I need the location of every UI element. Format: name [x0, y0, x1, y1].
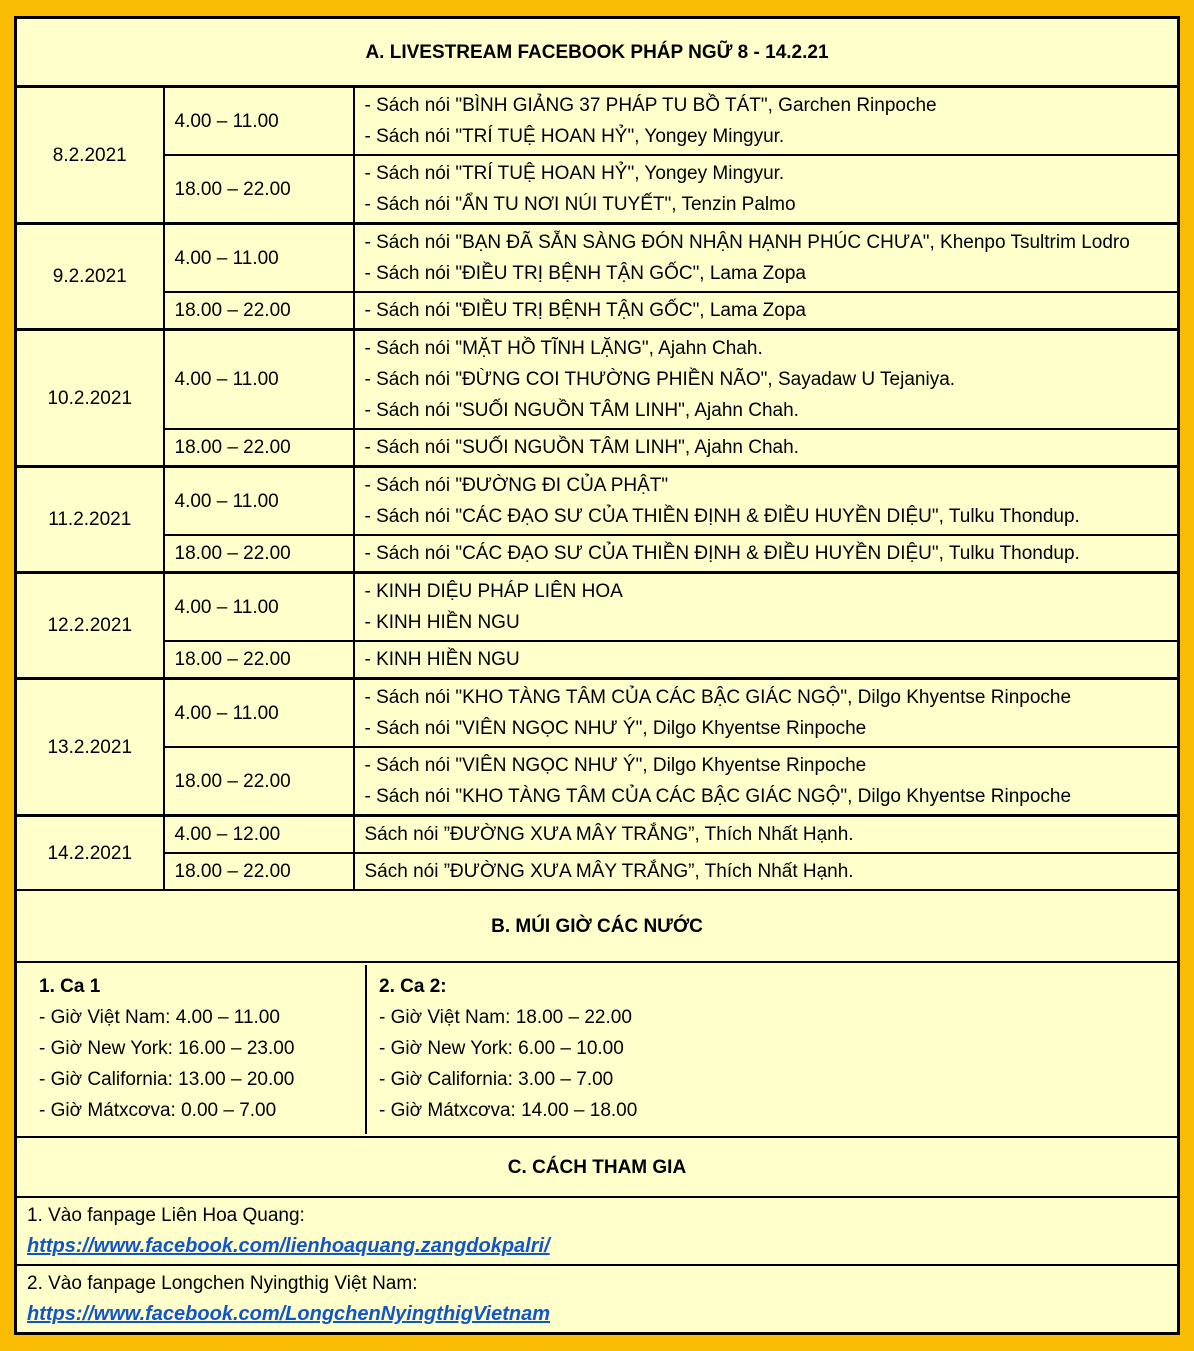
program-line: - Sách nói "ĐƯỜNG ĐI CỦA PHẬT": [364, 475, 669, 496]
program-cell: [354, 816, 1179, 854]
time-cell: 4.00 – 11.00: [164, 224, 354, 293]
time-cell: 18.00 – 22.00: [164, 429, 354, 467]
table-row: [16, 292, 1179, 330]
program-line: - Sách nói "BÌNH GIẢNG 37 PHÁP TU BỒ TÁT", Garchen Rinpoche: [364, 95, 937, 116]
date-cell: 8.2.2021: [16, 87, 164, 224]
timezone-column-ca1: [27, 965, 367, 1134]
timezone-line: - Giờ New York: 16.00 – 23.00: [39, 1038, 295, 1059]
program-line: - KINH HIỀN NGU: [364, 612, 520, 633]
program-line: - Sách nói "CÁC ĐẠO SƯ CỦA THIỀN ĐỊNH & ĐIỀU HUYỀN DIỆU", Tulku Thondup.: [364, 543, 1080, 564]
program-cell: [354, 155, 1179, 224]
time-cell: 4.00 – 11.00: [164, 679, 354, 748]
program-line: - Sách nói "SUỐI NGUỒN TÂM LINH", Ajahn Chah.: [364, 437, 799, 458]
program-cell: [354, 853, 1179, 890]
table-row: [16, 467, 1179, 536]
table-row: [16, 330, 1179, 430]
table-row: [16, 1265, 1179, 1334]
timezone-column-ca2: [367, 965, 1167, 1134]
time-cell: 4.00 – 11.00: [164, 87, 354, 156]
table-row: [16, 747, 1179, 816]
time-cell: 4.00 – 11.00: [164, 330, 354, 430]
date-cell: 12.2.2021: [16, 573, 164, 679]
table-row: [16, 224, 1179, 293]
table-row: [16, 1197, 1179, 1265]
timezone-line: - Giờ California: 13.00 – 20.00: [39, 1069, 295, 1090]
program-line: - Sách nói "TRÍ TUỆ HOAN HỶ", Yongey Mingyur.: [364, 126, 785, 147]
program-line: - Sách nói "MẶT HỒ TĨNH LẶNG", Ajahn Chah.: [364, 338, 763, 359]
table-row: [16, 641, 1179, 679]
time-cell: 18.00 – 22.00: [164, 747, 354, 816]
program-line: Sách nói ”ĐƯỜNG XƯA MÂY TRẮNG”, Thích Nhất Hạnh.: [364, 824, 854, 845]
program-cell: [354, 641, 1179, 679]
join-item: [16, 1197, 1179, 1265]
timezone-line: - Giờ New York: 6.00 – 10.00: [379, 1038, 624, 1059]
program-line: - Sách nói "BẠN ĐÃ SẴN SÀNG ĐÓN NHẬN HẠNH PHÚC CHƯA", Khenpo Tsultrim Lodro: [364, 232, 1130, 253]
program-line: - KINH DIỆU PHÁP LIÊN HOA: [364, 581, 623, 602]
program-line: - Sách nói "VIÊN NGỌC NHƯ Ý", Dilgo Khyentse Rinpoche: [364, 755, 867, 776]
time-cell: 4.00 – 11.00: [164, 467, 354, 536]
program-line: - Sách nói "ĐỪNG COI THƯỜNG PHIỀN NÃO", Sayadaw U Tejaniya.: [364, 369, 956, 390]
schedule-table: [14, 16, 1180, 1335]
join-label: 2. Vào fanpage Longchen Nyingthig Việt Nam:: [27, 1273, 418, 1294]
program-cell: [354, 679, 1179, 748]
program-line: - Sách nói "CÁC ĐẠO SƯ CỦA THIỀN ĐỊNH & ĐIỀU HUYỀN DIỆU", Tulku Thondup.: [364, 506, 1080, 527]
table-row: [16, 962, 1179, 1137]
program-line: - Sách nói "KHO TÀNG TÂM CỦA CÁC BẬC GIÁC NGỘ", Dilgo Khyentse Rinpoche: [364, 786, 1072, 807]
timezone-cell: [16, 962, 1179, 1137]
timezone-heading: 2. Ca 2:: [379, 976, 447, 997]
program-cell: [354, 467, 1179, 536]
program-cell: [354, 429, 1179, 467]
date-cell: 11.2.2021: [16, 467, 164, 573]
table-row: [16, 535, 1179, 573]
section-b-title: B. MÚI GIỜ CÁC NƯỚC: [16, 890, 1179, 962]
timezone-heading: 1. Ca 1: [39, 976, 101, 997]
program-cell: [354, 747, 1179, 816]
program-cell: [354, 87, 1179, 156]
program-cell: [354, 573, 1179, 642]
program-cell: [354, 292, 1179, 330]
date-cell: 9.2.2021: [16, 224, 164, 330]
program-cell: [354, 330, 1179, 430]
time-cell: 4.00 – 12.00: [164, 816, 354, 854]
program-line: - Sách nói "ĐIỀU TRỊ BỆNH TẬN GỐC", Lama Zopa: [364, 263, 806, 284]
timezone-line: - Giờ Việt Nam: 18.00 – 22.00: [379, 1007, 632, 1028]
time-cell: 18.00 – 22.00: [164, 292, 354, 330]
fanpage-link-longchennyingthig[interactable]: https://www.facebook.com/LongchenNyingthigVietnam: [27, 1303, 550, 1325]
table-row: [16, 853, 1179, 890]
time-cell: 18.00 – 22.00: [164, 853, 354, 890]
time-cell: 4.00 – 11.00: [164, 573, 354, 642]
program-line: - Sách nói "ĐIỀU TRỊ BỆNH TẬN GỐC", Lama Zopa: [364, 300, 806, 321]
program-line: - Sách nói "VIÊN NGỌC NHƯ Ý", Dilgo Khyentse Rinpoche: [364, 718, 867, 739]
program-line: - Sách nói "SUỐI NGUỒN TÂM LINH", Ajahn Chah.: [364, 400, 799, 421]
table-row: [16, 155, 1179, 224]
fanpage-link-lienhoaquang[interactable]: https://www.facebook.com/lienhoaquang.zangdokpalri/: [27, 1235, 550, 1257]
program-cell: [354, 535, 1179, 573]
timezone-line: - Giờ Mátxcơva: 0.00 – 7.00: [39, 1100, 277, 1121]
program-line: - Sách nói "KHO TÀNG TÂM CỦA CÁC BẬC GIÁC NGỘ", Dilgo Khyentse Rinpoche: [364, 687, 1072, 708]
timezone-line: - Giờ Mátxcơva: 14.00 – 18.00: [379, 1100, 638, 1121]
table-row: [16, 429, 1179, 467]
table-row: [16, 87, 1179, 156]
date-cell: 13.2.2021: [16, 679, 164, 816]
time-cell: 18.00 – 22.00: [164, 641, 354, 679]
join-item: [16, 1265, 1179, 1334]
join-label: 1. Vào fanpage Liên Hoa Quang:: [27, 1205, 305, 1226]
table-row: [16, 816, 1179, 854]
time-cell: 18.00 – 22.00: [164, 155, 354, 224]
program-line: - KINH HIỀN NGU: [364, 649, 520, 670]
timezone-line: - Giờ Việt Nam: 4.00 – 11.00: [39, 1007, 280, 1028]
timezone-line: - Giờ California: 3.00 – 7.00: [379, 1069, 614, 1090]
table-row: [16, 679, 1179, 748]
program-cell: [354, 224, 1179, 293]
program-line: Sách nói ”ĐƯỜNG XƯA MÂY TRẮNG”, Thích Nhất Hạnh.: [364, 861, 854, 882]
date-cell: 14.2.2021: [16, 816, 164, 891]
section-a-title: A. LIVESTREAM FACEBOOK PHÁP NGỮ 8 - 14.2.21: [16, 18, 1179, 87]
date-cell: 10.2.2021: [16, 330, 164, 467]
program-line: - Sách nói "TRÍ TUỆ HOAN HỶ", Yongey Mingyur.: [364, 163, 785, 184]
program-line: - Sách nói "ẨN TU NƠI NÚI TUYẾT", Tenzin Palmo: [364, 194, 796, 215]
section-c-title: C. CÁCH THAM GIA: [16, 1137, 1179, 1197]
table-row: [16, 573, 1179, 642]
time-cell: 18.00 – 22.00: [164, 535, 354, 573]
